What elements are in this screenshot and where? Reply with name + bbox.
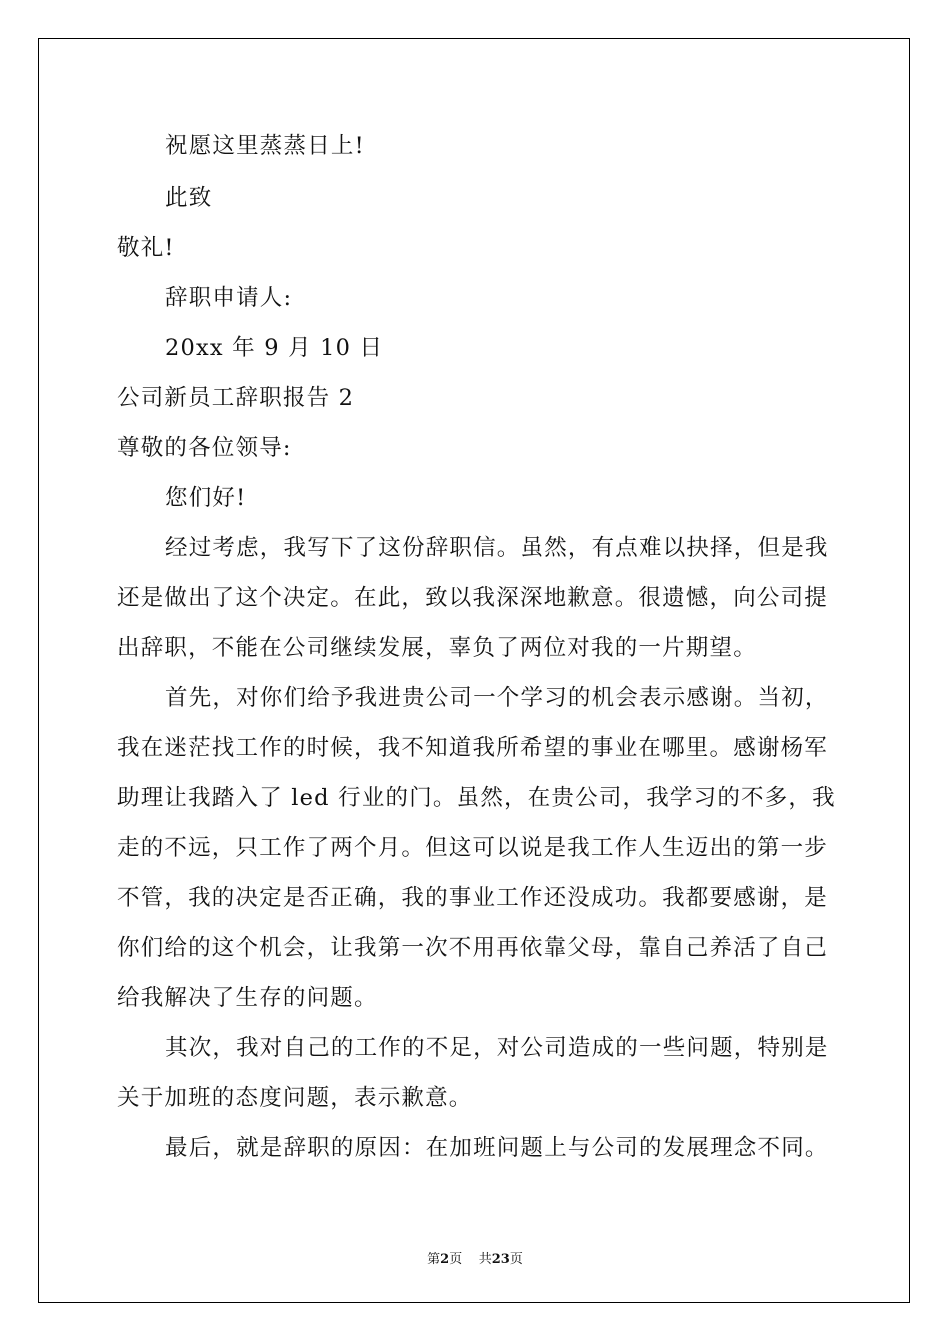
closing-wish: 祝愿这里蒸蒸日上! xyxy=(165,133,365,159)
body-line: 首先，对你们给予我进贵公司一个学习的机会表示感谢。当初， xyxy=(165,685,829,711)
body-line: 给我解决了生存的问题。 xyxy=(117,985,378,1011)
greeting: 您们好! xyxy=(165,485,247,511)
body-line: 其次，我对自己的工作的不足，对公司造成的一些问题，特别是 xyxy=(165,1035,829,1061)
body-line: 经过考虑，我写下了这份辞职信。虽然，有点难以抉择，但是我 xyxy=(165,535,829,561)
page-footer xyxy=(0,1248,950,1267)
letter-addressee: 尊敬的各位领导: xyxy=(117,435,292,461)
body-line: 走的不远，只工作了两个月。但这可以说是我工作人生迈出的第一步 xyxy=(117,835,829,861)
section-title: 公司新员工辞职报告 2 xyxy=(117,385,355,411)
body-line: 出辞职，不能在公司继续发展，辜负了两位对我的一片期望。 xyxy=(117,635,757,661)
total-label-suffix: 页 xyxy=(509,1252,523,1267)
body-line: 不管，我的决定是否正确，我的事业工作还没成功。我都要感谢，是 xyxy=(117,885,829,911)
body-line: 我在迷茫找工作的时候，我不知道我所希望的事业在哪里。感谢杨军 xyxy=(117,735,829,761)
letter-date: 20xx 年 9 月 10 日 xyxy=(165,335,384,361)
body-line: 你们给的这个机会，让我第一次不用再依靠父母，靠自己养活了自己 xyxy=(117,935,829,961)
page-label-prefix: 第 xyxy=(427,1252,441,1267)
page-border xyxy=(38,38,910,1303)
body-line: 关于加班的态度问题，表示歉意。 xyxy=(117,1085,473,1111)
page-label-suffix: 页 xyxy=(449,1252,463,1267)
total-page-count: 23 xyxy=(491,1252,510,1267)
current-page-number: 2 xyxy=(440,1252,450,1267)
signature-label: 辞职申请人: xyxy=(165,285,293,311)
body-line: 助理让我踏入了 led 行业的门。虽然，在贵公司，我学习的不多，我 xyxy=(117,785,836,811)
salutation-regards: 敬礼! xyxy=(117,235,175,261)
salutation-close: 此致 xyxy=(165,185,213,211)
total-label-prefix: 共 xyxy=(478,1252,492,1267)
body-line: 还是做出了这个决定。在此，致以我深深地歉意。很遗憾，向公司提 xyxy=(117,585,829,611)
body-line: 最后，就是辞职的原因：在加班问题上与公司的发展理念不同。 xyxy=(165,1135,829,1161)
